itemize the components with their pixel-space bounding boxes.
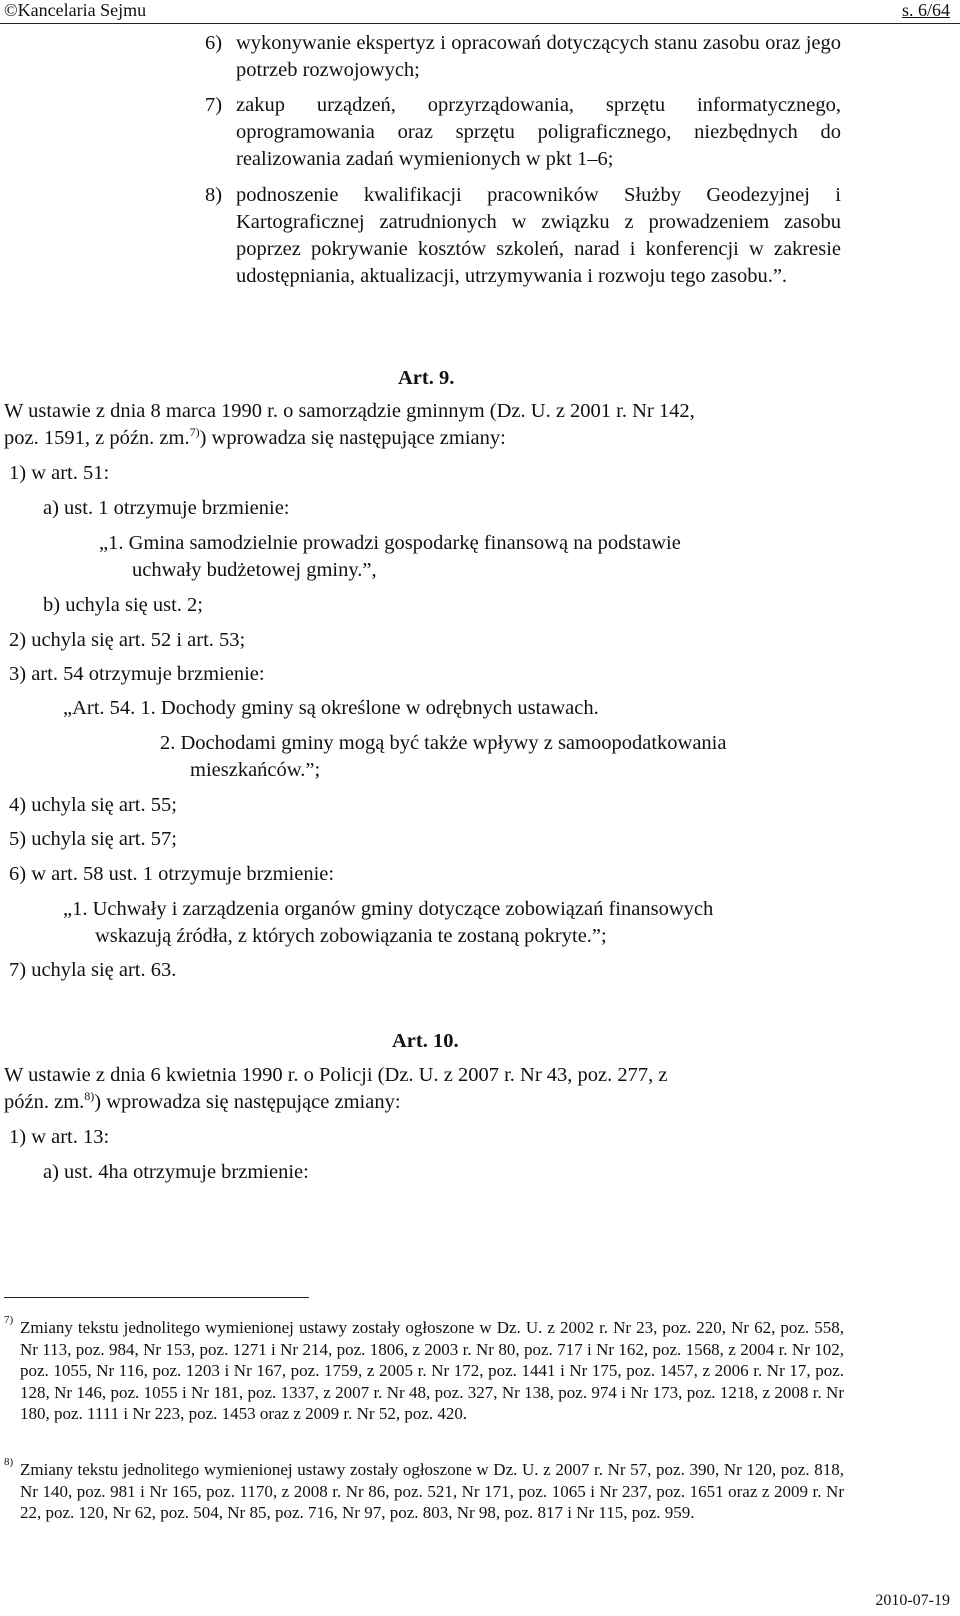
art9-point-5: 5) uchyla się art. 57;	[9, 828, 177, 850]
footer-date: 2010-07-19	[875, 1592, 950, 1609]
article-9-intro-line1: W ustawie z dnia 8 marca 1990 r. o samorządzie gminnym (Dz. U. z 2001 r. Nr 142,	[4, 400, 695, 422]
art9-point-1a: a) ust. 1 otrzymuje brzmienie:	[43, 497, 290, 519]
article-10-intro-line2: późn. zm.$^{8)}$) wprowadza się następujące zmiany:	[4, 1089, 401, 1113]
article-10-heading: Art. 10.	[392, 1030, 459, 1052]
footnote-ref-8: 8)	[84, 1089, 95, 1103]
item-text: zakup urządzeń, oprzyrządowania, sprzętu informatycznego, oprogramowania oraz sprzętu poligraficznego, niezbędnych do realizowania zadań wymienionych w pkt 1–6;	[236, 94, 841, 170]
footnote-ref-7: 7)	[189, 425, 200, 439]
art9-quote-3-line2: 2. Dochodami gminy mogą być także wpływy z samoopodatkowania	[160, 732, 727, 754]
art9-point-7: 7) uchyla się art. 63.	[9, 959, 177, 981]
art9-point-2: 2) uchyla się art. 52 i art. 53;	[9, 629, 246, 651]
item-number: 6)	[205, 32, 223, 54]
page-header	[0, 0, 960, 26]
header-divider	[0, 23, 960, 24]
art9-quote-1a-line1: „1. Gmina samodzielnie prowadzi gospodarkę finansową na podstawie	[99, 532, 681, 554]
article-9-intro-line2: poz. 1591, z późn. zm.$^{7)}$) wprowadza się następujące zmiany:	[4, 425, 506, 449]
art9-point-4: 4) uchyla się art. 55;	[9, 794, 177, 816]
art9-quote-6-line2: wskazują źródła, z których zobowiązania te zostaną pokryte.”;	[95, 925, 607, 947]
footnote-text: Zmiany tekstu jednolitego wymienionej ustawy zostały ogłoszone w Dz. U. z 2002 r. Nr 23, poz. 220, Nr 62, poz. 558, Nr 113, poz. 984, Nr 153, poz. 1271 i Nr 214, poz. 1806, z 2003 r. Nr 80, poz. 717 i Nr 162, poz. 1568, z 2004 r. Nr 102, poz. 1055, Nr 116, poz. 1203 i Nr 167, poz. 1759, z 2005 r. Nr 172, poz. 1441 i Nr 175, poz. 1457, z 2006 r. Nr 17, poz. 128, Nr 146, poz. 1055 i Nr 181, poz. 1337, z 2007 r. Nr 48, poz. 327, Nr 138, poz. 974 i Nr 173, poz. 1218, z 2008 r. Nr 180, poz. 1111 i Nr 223, poz. 1453 oraz z 2009 r. Nr 52, poz. 420.	[20, 1318, 844, 1424]
art9-quote-1a-line2: uchwały budżetowej gminy.”,	[132, 559, 377, 581]
item-number: 8)	[205, 184, 223, 206]
header-copyright: ©Kancelaria Sejmu	[4, 0, 147, 20]
footnote-separator	[4, 1297, 309, 1298]
art9-quote-6-line1: „1. Uchwały i zarządzenia organów gminy dotyczące zobowiązań finansowych	[63, 898, 714, 920]
footnote-text: Zmiany tekstu jednolitego wymienionej ustawy zostały ogłoszone w Dz. U. z 2007 r. Nr 57, poz. 390, Nr 120, poz. 818, Nr 140, poz. 981 i Nr 165, poz. 1170, z 2008 r. Nr 86, poz. 521, Nr 171, poz. 1065 i Nr 237, poz. 1651 oraz z 2009 r. Nr 22, poz. 120, Nr 62, poz. 504, Nr 85, poz. 716, Nr 97, poz. 803, Nr 98, poz. 817 i Nr 115, poz. 959.	[20, 1460, 844, 1523]
art10-point-1: 1) w art. 13:	[9, 1126, 110, 1148]
art10-point-1a: a) ust. 4ha otrzymuje brzmienie:	[43, 1161, 309, 1183]
art9-point-6: 6) w art. 58 ust. 1 otrzymuje brzmienie:	[9, 863, 335, 885]
footnote-mark: 8)	[4, 1456, 14, 1468]
header-page-number: s. 6/64	[901, 0, 950, 20]
footnote-mark: 7)	[4, 1314, 14, 1326]
art9-quote-3-line3: mieszkańców.”;	[190, 759, 321, 781]
art9-quote-3-line1: „Art. 54. 1. Dochody gminy są określone w odrębnych ustawach.	[63, 697, 599, 719]
item-text: wykonywanie ekspertyz i opracowań dotyczących stanu zasobu oraz jego potrzeb rozwojowych;	[236, 32, 841, 81]
article-10-intro-line1: W ustawie z dnia 6 kwietnia 1990 r. o Policji (Dz. U. z 2007 r. Nr 43, poz. 277, z	[4, 1064, 668, 1086]
art9-point-1b: b) uchyla się ust. 2;	[43, 594, 203, 616]
item-number: 7)	[205, 94, 223, 116]
item-text: podnoszenie kwalifikacji pracowników Służby Geodezyjnej i Kartograficznej zatrudnionych w związku z prowadzeniem zasobu poprzez pokrywanie kosztów szkoleń, narad i konferencji w zakresie udostępniania, aktualizacji, utrzymywania i rozwoju tego zasobu.”.	[236, 184, 841, 287]
art9-point-1: 1) w art. 51:	[9, 462, 110, 484]
article-9-heading: Art. 9.	[398, 367, 455, 389]
art9-point-3: 3) art. 54 otrzymuje brzmienie:	[9, 663, 265, 685]
